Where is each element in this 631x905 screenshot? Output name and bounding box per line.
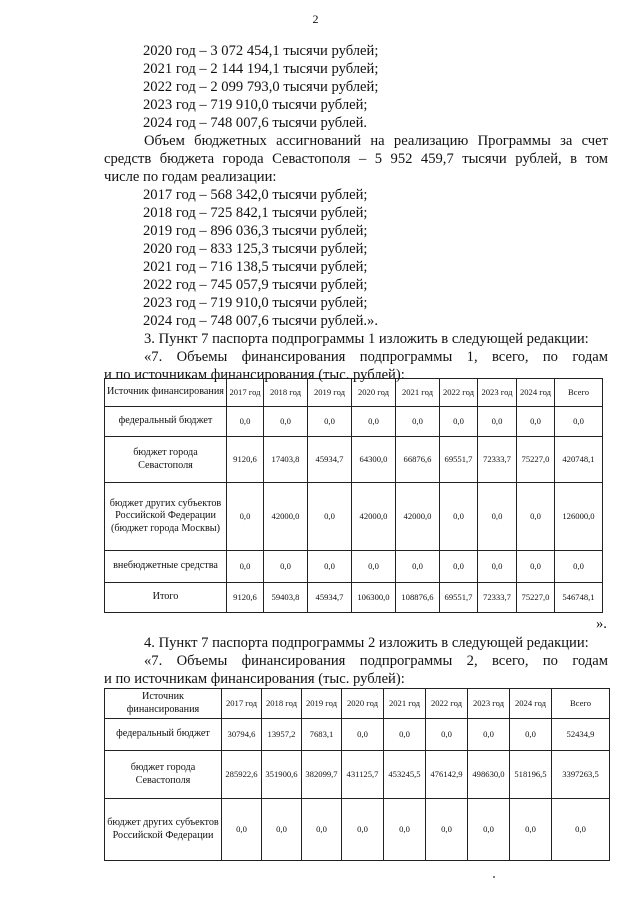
row-label: бюджет других субъектов Российской Федерации (бюджет города Москвы) — [105, 483, 227, 551]
point4-quote-line: и по источникам финансирования (тыс. рублей): — [104, 671, 405, 687]
table-cell: 69551,7 — [440, 583, 478, 613]
point3-quote-line: и по источникам финансирования (тыс. рублей): — [104, 367, 405, 383]
table-cell: 52434,9 — [552, 719, 610, 751]
table-cell: 0,0 — [555, 407, 603, 437]
table-cell: 42000,0 — [264, 483, 308, 551]
table-cell: 0,0 — [478, 407, 517, 437]
table-cell: 0,0 — [552, 799, 610, 861]
table-cell: 0,0 — [308, 551, 352, 583]
table-cell: 42000,0 — [352, 483, 396, 551]
year-line: 2023 год – 719 910,0 тысячи рублей; — [143, 295, 368, 311]
header-cell: 2020 год — [342, 689, 384, 719]
scan-speck — [493, 876, 495, 878]
table-cell: 9120,6 — [227, 583, 264, 613]
row-label: федеральный бюджет — [105, 719, 222, 751]
header-cell: 2018 год — [264, 379, 308, 407]
year-line: 2022 год – 745 057,9 тысячи рублей; — [143, 277, 368, 293]
table-cell: 382099,7 — [302, 751, 342, 799]
point4-heading: 4. Пункт 7 паспорта подпрограммы 2 изложить в следующей редакции: — [144, 635, 589, 651]
table-cell: 0,0 — [426, 719, 468, 751]
header-cell: Всего — [555, 379, 603, 407]
header-cell: 2020 год — [352, 379, 396, 407]
table-cell: 42000,0 — [396, 483, 440, 551]
table-cell: 0,0 — [342, 719, 384, 751]
table-cell: 0,0 — [468, 799, 510, 861]
year-line: 2021 год – 2 144 194,1 тысячи рублей; — [143, 61, 379, 77]
table-row — [105, 551, 603, 583]
table-cell: 75227,0 — [517, 437, 555, 483]
table-cell: 0,0 — [352, 551, 396, 583]
table-row — [105, 407, 603, 437]
table-cell: 420748,1 — [555, 437, 603, 483]
header-cell: Источник финансирования — [105, 379, 227, 407]
table-cell: 0,0 — [440, 483, 478, 551]
table-cell: 0,0 — [478, 483, 517, 551]
page-number: 2 — [312, 12, 319, 26]
table-cell: 30794,6 — [222, 719, 262, 751]
header-cell: Источник финансирования — [105, 689, 222, 719]
table-subprogram-2 — [104, 688, 610, 861]
table-cell: 0,0 — [227, 407, 264, 437]
header-cell: 2022 год — [440, 379, 478, 407]
table-row — [105, 719, 610, 751]
row-label: Итого — [105, 583, 227, 613]
table-cell: 0,0 — [396, 551, 440, 583]
row-label: федеральный бюджет — [105, 407, 227, 437]
header-cell: 2024 год — [517, 379, 555, 407]
header-cell: 2022 год — [426, 689, 468, 719]
table-cell: 72333,7 — [478, 583, 517, 613]
table-cell: 0,0 — [517, 483, 555, 551]
point3-block — [104, 330, 608, 384]
table-cell: 498630,0 — [468, 751, 510, 799]
year-line: 2020 год – 3 072 454,1 тысячи рублей; — [143, 43, 379, 59]
point4-block — [104, 634, 608, 688]
table-cell: 0,0 — [468, 719, 510, 751]
table-cell: 69551,7 — [440, 437, 478, 483]
table-cell: 17403,8 — [264, 437, 308, 483]
header-cell: 2021 год — [384, 689, 426, 719]
year-line: 2017 год – 568 342,0 тысячи рублей; — [143, 187, 368, 203]
table-cell: 476142,9 — [426, 751, 468, 799]
table-cell: 0,0 — [264, 551, 308, 583]
table-cell: 0,0 — [555, 551, 603, 583]
header-cell: 2019 год — [302, 689, 342, 719]
paragraph-line: числе по годам реализации: — [104, 169, 277, 185]
header-cell: 2023 год — [478, 379, 517, 407]
paragraph-line: Объем бюджетных ассигнований на реализацию Программы за счет — [144, 133, 608, 149]
table-header-row — [105, 689, 610, 719]
table-cell: 0,0 — [308, 483, 352, 551]
table-cell: 0,0 — [478, 551, 517, 583]
budget-paragraph — [104, 132, 608, 186]
header-cell: Всего — [552, 689, 610, 719]
table-cell: 453245,5 — [384, 751, 426, 799]
table-cell: 0,0 — [440, 407, 478, 437]
header-cell: 2019 год — [308, 379, 352, 407]
table-cell: 66876,6 — [396, 437, 440, 483]
table-cell: 0,0 — [352, 407, 396, 437]
header-cell: 2017 год — [222, 689, 262, 719]
table-header-row — [105, 379, 603, 407]
table-cell: 3397263,5 — [552, 751, 610, 799]
table-cell: 351900,6 — [262, 751, 302, 799]
header-cell: 2023 год — [468, 689, 510, 719]
table-cell: 108876,6 — [396, 583, 440, 613]
point4-quote-line: «7. Объемы финансирования подпрограммы 2, всего, по годам — [144, 653, 608, 669]
table-cell: 0,0 — [308, 407, 352, 437]
year-line: 2019 год – 896 036,3 тысячи рублей; — [143, 223, 368, 239]
row-label: бюджет города Севастополя — [105, 751, 222, 799]
table-cell: 13957,2 — [262, 719, 302, 751]
table-cell: 126000,0 — [555, 483, 603, 551]
table-cell: 0,0 — [396, 407, 440, 437]
table-cell: 0,0 — [227, 483, 264, 551]
year-line: 2018 год – 725 842,1 тысячи рублей; — [143, 205, 368, 221]
table-cell: 72333,7 — [478, 437, 517, 483]
year-line: 2020 год – 833 125,3 тысячи рублей; — [143, 241, 368, 257]
row-label: бюджет города Севастополя — [105, 437, 227, 483]
year-line: 2023 год – 719 910,0 тысячи рублей; — [143, 97, 368, 113]
table-cell: 64300,0 — [352, 437, 396, 483]
header-cell: 2017 год — [227, 379, 264, 407]
paragraph-line: средств бюджета города Севастополя – 5 952 459,7 тысячи рублей, в том — [104, 151, 608, 167]
header-cell: 2018 год — [262, 689, 302, 719]
table-cell: 106300,0 — [352, 583, 396, 613]
point3-heading: 3. Пункт 7 паспорта подпрограммы 1 изложить в следующей редакции: — [144, 331, 589, 347]
table-cell: 45934,7 — [308, 437, 352, 483]
table-cell: 0,0 — [384, 799, 426, 861]
table-cell: 285922,6 — [222, 751, 262, 799]
table-row — [105, 799, 610, 861]
table-cell: 0,0 — [227, 551, 264, 583]
row-label: внебюджетные средства — [105, 551, 227, 583]
table-cell: 546748,1 — [555, 583, 603, 613]
table-cell: 518196,5 — [510, 751, 552, 799]
table-cell: 0,0 — [222, 799, 262, 861]
table-row — [105, 751, 610, 799]
table1-closing-quote: ». — [596, 616, 607, 632]
table-cell: 75227,0 — [517, 583, 555, 613]
header-cell: 2024 год — [510, 689, 552, 719]
table-cell: 0,0 — [517, 407, 555, 437]
table-cell: 0,0 — [262, 799, 302, 861]
year-line: 2024 год – 748 007,6 тысячи рублей. — [143, 115, 368, 131]
table-cell: 59403,8 — [264, 583, 308, 613]
table-row — [105, 437, 603, 483]
year-line: 2024 год – 748 007,6 тысячи рублей.». — [143, 313, 378, 329]
table-cell: 0,0 — [342, 799, 384, 861]
row-label: бюджет других субъектов Российской Федерации — [105, 799, 222, 861]
table-cell: 0,0 — [510, 719, 552, 751]
table-subprogram-1 — [104, 378, 603, 613]
table-cell: 9120,6 — [227, 437, 264, 483]
table-cell: 45934,7 — [308, 583, 352, 613]
table-cell: 0,0 — [510, 799, 552, 861]
table-row — [105, 483, 603, 551]
point3-quote-line: «7. Объемы финансирования подпрограммы 1, всего, по годам — [144, 349, 608, 365]
table-total-row — [105, 583, 603, 613]
table-cell: 0,0 — [426, 799, 468, 861]
table-cell: 431125,7 — [342, 751, 384, 799]
table-cell: 0,0 — [384, 719, 426, 751]
year-line: 2022 год – 2 099 793,0 тысячи рублей; — [143, 79, 379, 95]
header-cell: 2021 год — [396, 379, 440, 407]
table-cell: 7683,1 — [302, 719, 342, 751]
table-cell: 0,0 — [440, 551, 478, 583]
table-cell: 0,0 — [302, 799, 342, 861]
year-line: 2021 год – 716 138,5 тысячи рублей; — [143, 259, 368, 275]
table-cell: 0,0 — [517, 551, 555, 583]
table-cell: 0,0 — [264, 407, 308, 437]
